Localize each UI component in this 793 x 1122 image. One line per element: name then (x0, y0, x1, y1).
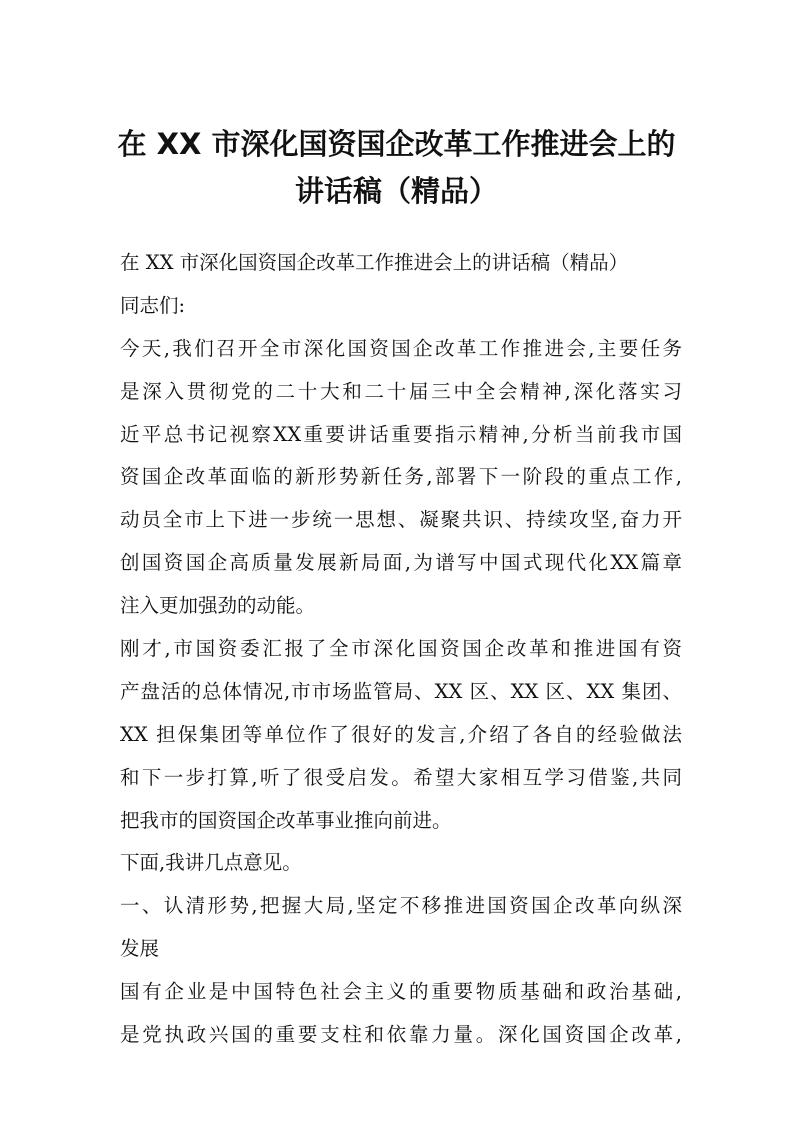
text-line: 和下一步打算,听了很受启发。希望大家相互学习借鉴,共同 (120, 765, 682, 789)
text-line: 同志们: (120, 293, 186, 317)
text-line: 下面,我讲几点意见。 (120, 851, 302, 875)
text-line: XX 担保集团等单位作了很好的发言,介绍了各自的经验做法 (120, 722, 682, 746)
text-line: 今天,我们召开全市深化国资国企改革工作推进会,主要任务 (120, 336, 682, 360)
text-line: 注入更加强劲的动能。 (120, 594, 316, 618)
text-line: 刚才,市国资委汇报了全市深化国资国企改革和推进国有资 (120, 637, 682, 661)
text-line: 是深入贯彻党的二十大和二十届三中全会精神,深化落实习 (120, 379, 682, 403)
paragraph (120, 242, 682, 285)
document-body (120, 242, 682, 1057)
text-line: 是党执政兴国的重要支柱和依靠力量。深化国资国企改革, (120, 1023, 682, 1047)
text-line: 把我市的国资国企改革事业推向前进。 (120, 808, 452, 832)
text-line: 一、认清形势,把握大局,坚定不移推进国资国企改革向纵深 (120, 894, 682, 918)
text-line: 在 XX 市深化国资国企改革工作推进会上的讲话稿（精品） (120, 251, 629, 274)
text-line: 创国资国企高质量发展新局面,为谱写中国式现代化XX篇章 (120, 551, 682, 575)
paragraph (120, 628, 682, 842)
text-line: 动员全市上下进一步统一思想、凝聚共识、持续攻坚,奋力开 (120, 508, 682, 532)
document-title (0, 121, 793, 215)
text-line: 资国企改革面临的新形势新任务,部署下一阶段的重点工作, (120, 465, 682, 489)
text-line: 发展 (120, 937, 160, 961)
paragraph (120, 885, 682, 971)
text-line: 近平总书记视察XX重要讲话重要指示精神,分析当前我市国 (120, 422, 682, 446)
title-line-2: 讲话稿（精品） (294, 174, 498, 208)
paragraph (120, 971, 682, 1057)
paragraph (120, 842, 682, 885)
text-line: 产盘活的总体情况,市市场监管局、XX 区、XX 区、XX 集团、 (120, 679, 682, 703)
paragraph (120, 285, 682, 328)
title-line-1: 在 XX 市深化国资国企改革工作推进会上的 (117, 127, 676, 161)
paragraph (120, 328, 682, 628)
text-line: 国有企业是中国特色社会主义的重要物质基础和政治基础, (120, 980, 682, 1004)
